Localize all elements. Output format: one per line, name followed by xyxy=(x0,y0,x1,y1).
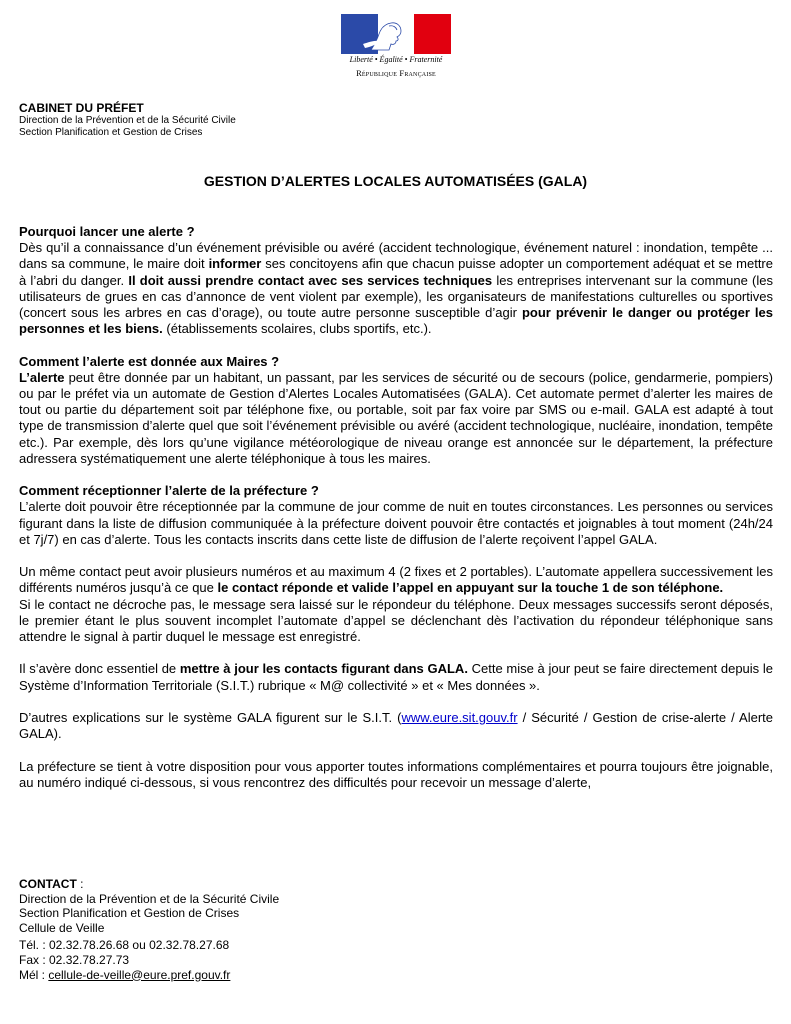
document-title: GESTION D’ALERTES LOCALES AUTOMATISÉES (GALA) xyxy=(203,173,588,189)
contact-block xyxy=(19,877,419,982)
paragraph-pourquoi xyxy=(19,240,773,337)
text-span: Cette mise à jour peut se faire directement depuis le Système d’Information Territoriale (S.I.T.) rubrique « M@ collectivité » et « Mes données ». xyxy=(19,661,773,693)
cabinet-title: CABINET DU PRÉFET xyxy=(19,101,144,115)
contact-mel-line xyxy=(19,968,419,983)
contact-section: Section Planification et Gestion de Crises xyxy=(19,906,240,921)
bold-span: L’alerte xyxy=(19,369,65,385)
text-span: (établissements scolaires, clubs sportifs, etc.). xyxy=(162,321,432,337)
bold-span: informer xyxy=(208,256,262,272)
contact-label-line xyxy=(19,877,419,892)
paragraph-numeros xyxy=(19,564,773,596)
sit-link[interactable]: www.eure.sit.gouv.fr xyxy=(401,710,518,726)
paragraph-disposition: La préfecture se tient à votre disposition pour vous apporter toutes informations complémentaires et pourra toujours être joignable, au numéro indiqué ci-dessous, si vous rencontrez des difficultés pour recevoir un message d’alerte, xyxy=(19,758,773,790)
text-span: D’autres explications sur le système GALA figurent sur le S.I.T. ( xyxy=(19,710,402,726)
contact-email-link[interactable]: cellule-de-veille@eure.pref.gouv.fr xyxy=(48,967,231,982)
section-heading-pourquoi: Pourquoi lancer une alerte ? xyxy=(19,224,195,239)
section-heading-comment-receptionner: Comment réceptionner l’alerte de la préfecture ? xyxy=(19,483,319,499)
contact-cellule: Cellule de Veille xyxy=(19,920,105,935)
text-span: Un même contact peut avoir plusieurs numéros et au maximum 4 (2 fixes et 2 portables). L’automate appellera successivement les différents numéros jusqu’à ce que xyxy=(19,564,773,596)
contact-tel: Tél. : 02.32.78.26.68 ou 02.32.78.27.68 xyxy=(19,938,230,953)
text-span: Mél : xyxy=(19,967,49,982)
logo-republique: République Française xyxy=(356,68,436,78)
text-span: Il s’avère donc essentiel de xyxy=(19,661,180,677)
paragraph-repondeur: Si le contact ne décroche pas, le message sera laissé sur le répondeur du téléphone. Deux messages successifs seront déposés, le premier étant le plus souvent incomplet l’automate d’appel se déclenchant dès l’activation du répondeur téléphonique sans attendre le signal à partir duquel le message est enregistré. xyxy=(19,596,773,645)
paragraph-comment-donnee xyxy=(19,370,773,467)
text-span: / Sécurité / Gestion de crise-alerte / Alerte GALA). xyxy=(19,710,773,742)
bold-span: pour prévenir le danger ou protéger les personnes et les biens. xyxy=(19,305,773,337)
text-span: ses concitoyens afin que chacun puisse adopter un comportement adéquat et se mettre à l’abri du danger. xyxy=(19,256,773,288)
text-span: peut être donnée par un habitant, un passant, par les services de sécurité ou de secours (police, gendarmerie, pompiers) ou par le préfet via un automate de Gestion d’Alertes Locales Automatisées (GALA). Cet automate permet d’alerter les maires de tout ou partie du département soit par téléphone fixe, ou portable, soit par fax voire par SMS ou e-mail. GALA est adapté à tout type de transmission d’alerte quel que soit l’événement prévisible ou avéré (accident technologique, nucléaire, inondation, tempête etc.). Par exemple, dès lors qu’une vigilance météorologique de niveau orange est annoncée sur le département, la préfecture adressera systématiquement une alerte téléphonique à tous les maires. xyxy=(19,369,773,466)
bold-span: le contact réponde et valide l’appel en appuyant sur la touche 1 de son téléphone. xyxy=(217,580,724,596)
text-span: les entreprises intervenant sur la commune (les utilisateurs de grues en cas d’annonce de vent violent par exemple), les organisateurs de manifestations culturelles ou sportives (concert sous les arbres en cas d’orage), ou toute autre personne susceptible d’agir xyxy=(19,272,773,321)
paragraph-explications xyxy=(19,710,773,742)
text-span: Dès qu’il a connaissance d’un événement prévisible ou avéré (accident technologique, événement naturel : inondation, tempête ... dans sa commune, le maire doit xyxy=(19,240,773,272)
header-section: Section Planification et Gestion de Crises xyxy=(19,127,203,138)
paragraph-reception: L’alerte doit pouvoir être réceptionnée par la commune de jour comme de nuit en toutes circonstances. Les personnes ou services figurant dans la liste de diffusion communiquée à la préfecture doivent pouvoir être contactés et joignables à tout moment (24h/24 et 7j/7) en cas d’alerte. Tous les contacts inscrits dans cette liste de diffusion de l’alerte reçoivent l’appel GALA. xyxy=(19,499,773,547)
contact-direction: Direction de la Prévention et de la Sécurité Civile xyxy=(19,891,280,906)
document-body xyxy=(19,224,773,791)
paragraph-mise-a-jour xyxy=(19,661,773,693)
marianne-flag-icon xyxy=(341,14,451,54)
logo-motto: Liberté • Égalité • Fraternité xyxy=(349,55,443,64)
bold-span: Il doit aussi prendre contact avec ses services techniques xyxy=(128,272,493,288)
header-direction: Direction de la Prévention et de la Sécurité Civile xyxy=(19,115,236,126)
text-span: : xyxy=(76,877,84,891)
republique-francaise-logo xyxy=(341,14,451,82)
contact-label: CONTACT xyxy=(19,877,77,891)
section-heading-comment-donnee: Comment l’alerte est donnée aux Maires ? xyxy=(19,353,280,369)
contact-fax: Fax : 02.32.78.27.73 xyxy=(19,952,130,967)
header-block xyxy=(19,101,419,139)
bold-span: mettre à jour les contacts figurant dans GALA. xyxy=(179,661,468,677)
